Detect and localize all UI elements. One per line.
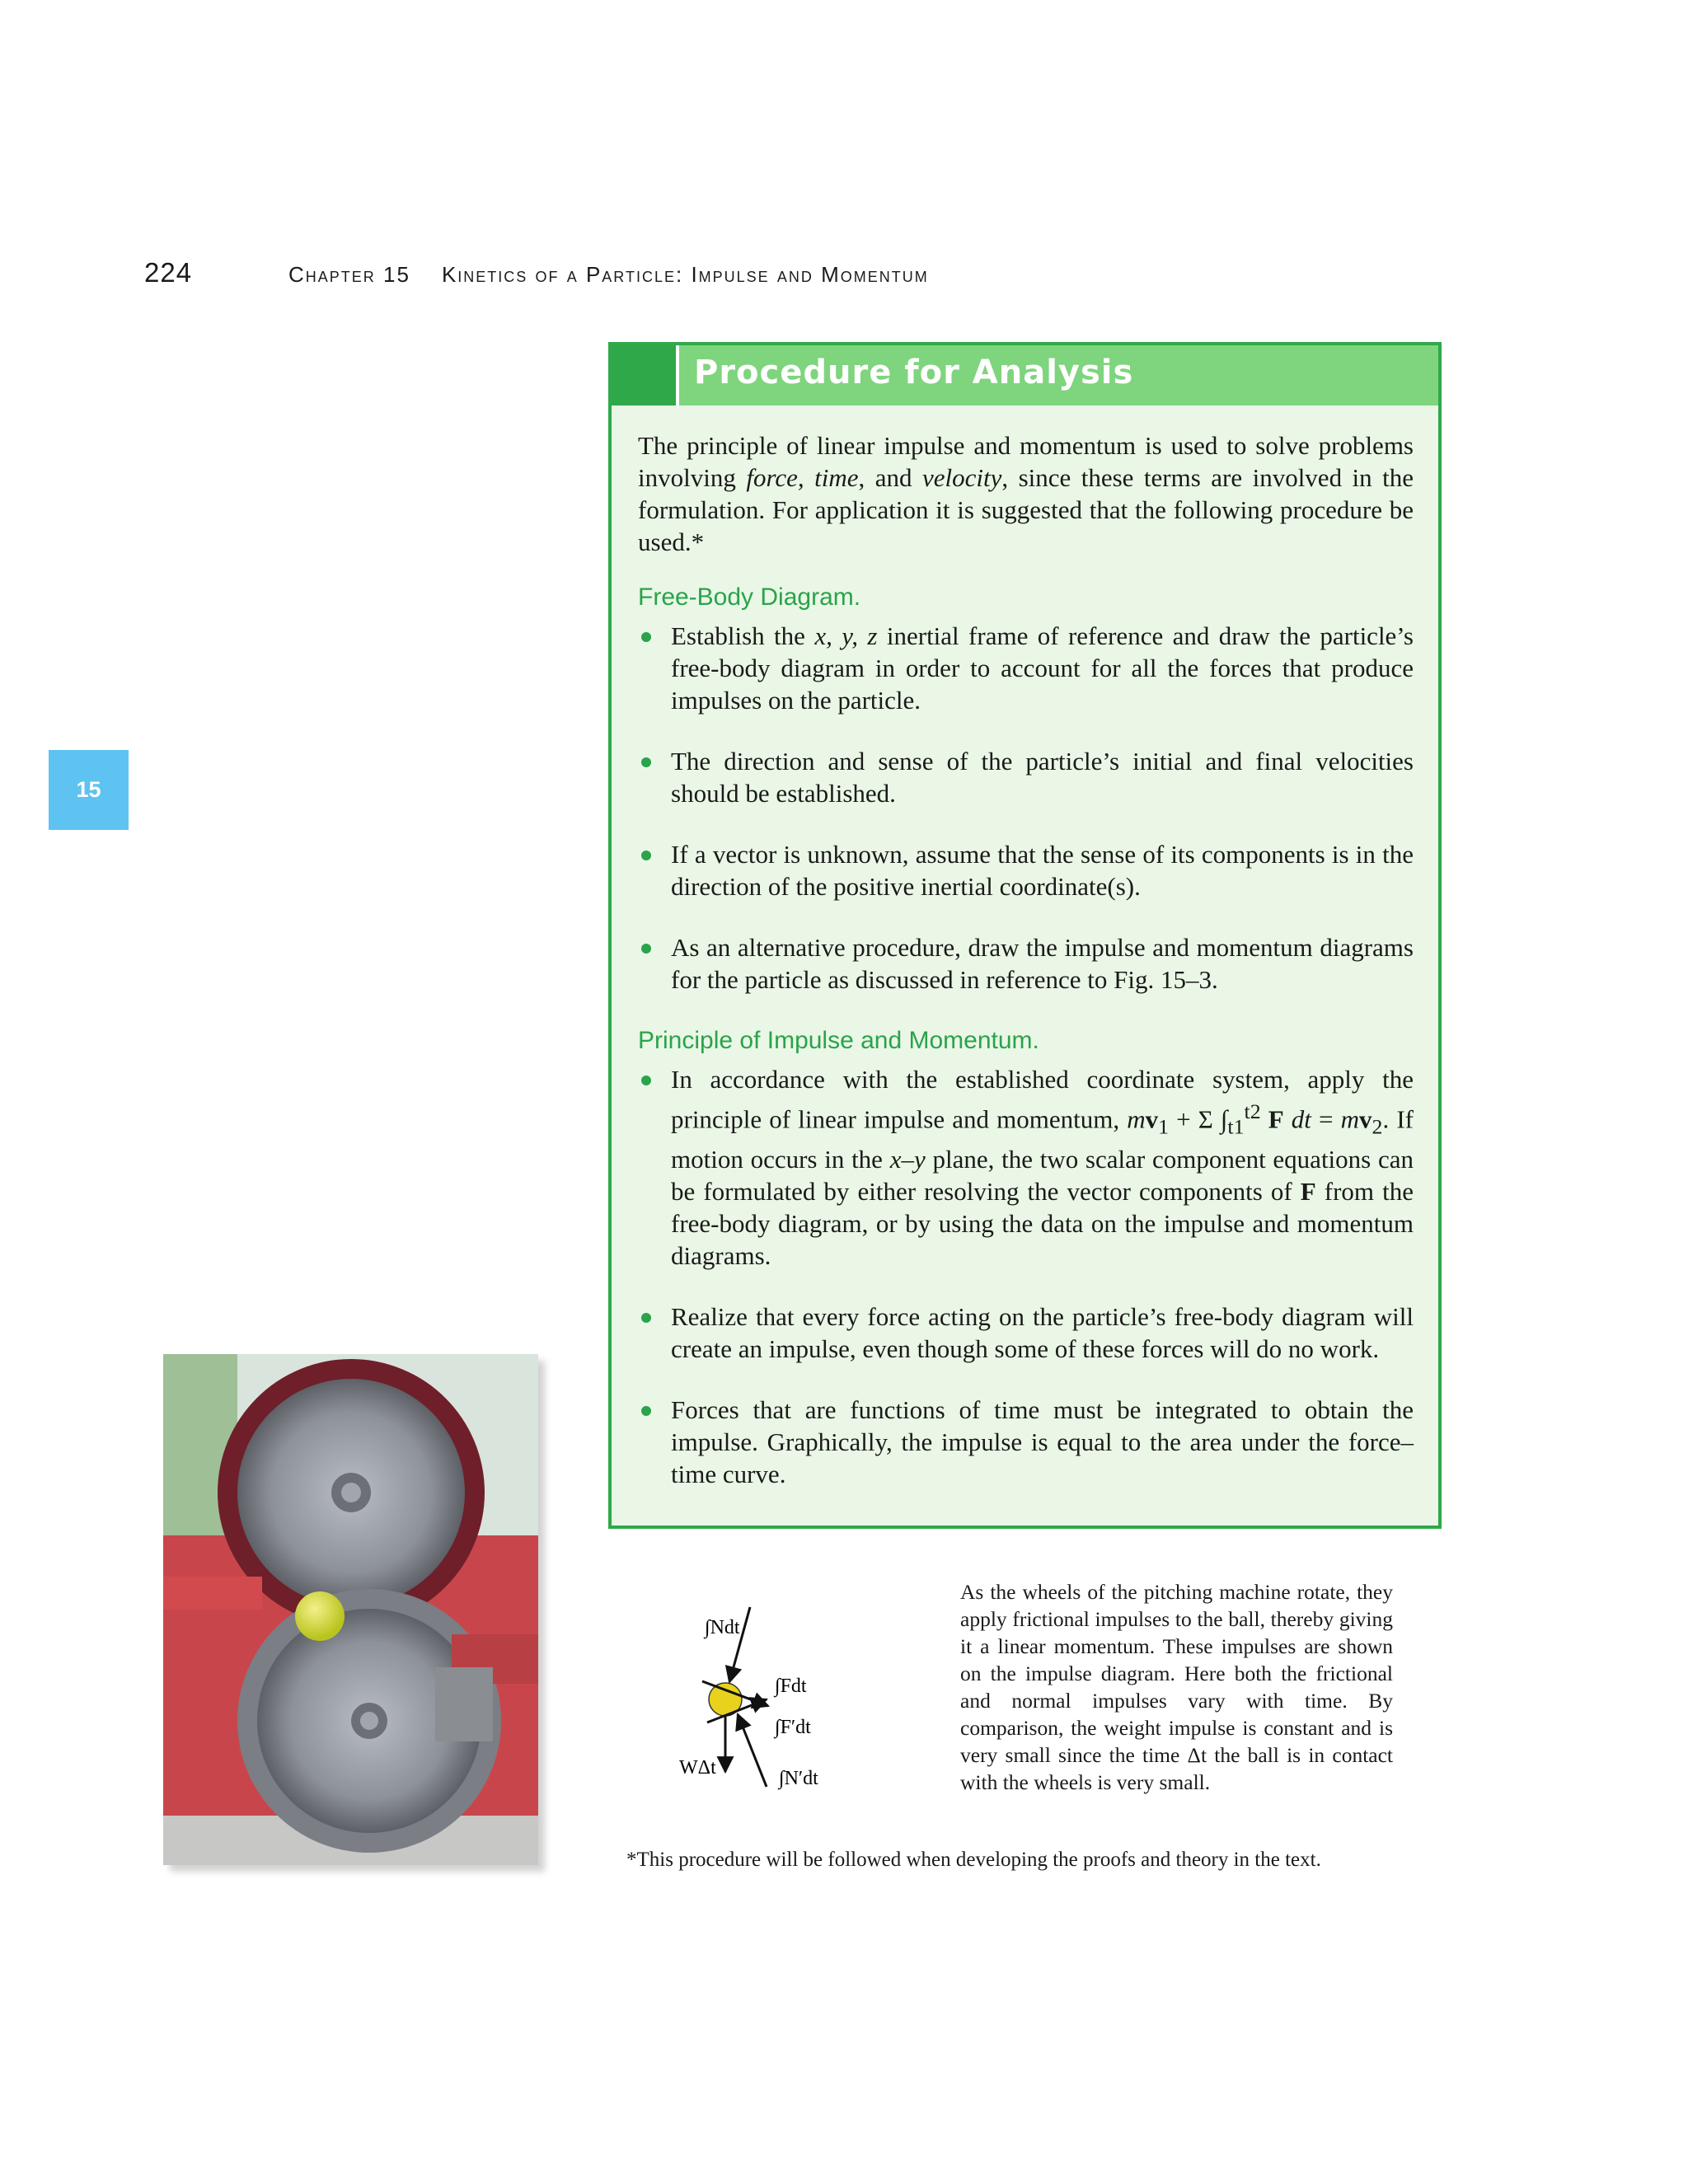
text-run: x, y, z [814,621,878,650]
text-run: inertial frame of reference and draw the particle’s free-body diagram in order to account for all the forces that produce impulses on the particle. [671,621,1414,715]
text-run: plane, the two scalar component equations can be formulated by either resolving the vector components of [671,1144,1414,1206]
label-f-impulse: ∫Fdt [775,1675,807,1697]
label-weight-impulse: WΔt [679,1757,716,1779]
section-heading: Principle of Impulse and Momentum. [638,1027,1039,1054]
text-run: x–y [889,1144,926,1174]
text-run: Establish the [671,621,815,650]
figure-caption: As the wheels of the pitching machine rotate, they apply frictional impulses to the ball, thereby giving it a linear momentum. These impulses are shown on the impulse diagram. Here both the frictional and normal impulses vary with time. By comparison, the weight impulse is constant and is very small since the time Δt the ball is in contact with the wheels is very small. [960,1580,1393,1794]
bullet-item [638,931,1414,996]
bullet-item [638,838,1414,902]
chapter-label: Chapter 15 [288,262,410,287]
bullet-list [638,620,1414,996]
text-run: As an alternative procedure, draw the impulse and momentum diagrams for the particle as discussed in reference to Fig. 15–3. [671,933,1414,994]
procedure-title: Procedure for Analysis [694,354,1134,391]
chapter-tab: 15 [49,750,129,830]
procedure-sections [638,581,1414,1490]
procedure-box [608,342,1442,1529]
text-run: In accordance with the established coordinate system, apply the principle of linear impulse and momentum, [671,1065,1414,1134]
text-run: velocity [921,463,1002,492]
header-divider [676,345,679,405]
impulse-diagram [668,1599,857,1797]
text-run: force, time [746,463,859,492]
bullet-dot-icon [641,757,651,767]
text-run: . If motion occurs in the [671,1104,1414,1174]
text-run: = [1311,1104,1341,1134]
text-run: t1 [1227,1114,1245,1139]
normal-prime-impulse-arrow [738,1714,767,1787]
text-run: Forces that are functions of time must be integrated to obtain the impulse. Graphically, the impulse is equal to the area under the force–time curve. [671,1394,1414,1488]
header-accent-block [612,345,676,405]
procedure-header [612,345,1438,405]
bullet-item [638,1063,1414,1272]
bullet-item [638,1394,1414,1490]
text-run: dt [1283,1104,1311,1134]
procedure-body [638,429,1414,1519]
text-run: t2 [1244,1099,1261,1123]
text-run: m [1340,1104,1360,1134]
page-number: 224 [144,257,193,288]
text-run: , since these terms are involved in the formulation. For application it is suggested that the following procedure be used.* [638,463,1414,556]
chapter-title: Kinetics of a Particle: Impulse and Momentum [441,262,929,287]
text-run: 1 [1158,1114,1170,1139]
text-run: from the free-body diagram, or by using the data on the impulse and momentum diagrams. [671,1176,1414,1270]
bullet-item [638,745,1414,809]
bullet-dot-icon [641,632,651,642]
label-f-prime-impulse: ∫F′dt [775,1717,811,1738]
label-n-impulse: ∫Ndt [705,1617,740,1638]
footnote: *This procedure will be followed when developing the proofs and theory in the text. [626,1849,1321,1871]
section-heading: Free-Body Diagram. [638,583,861,611]
text-run: 2 [1372,1114,1383,1139]
bullet-dot-icon [641,1313,651,1323]
text-run: The principle of linear impulse and momentum is used to solve problems involving [638,431,1414,492]
bullet-dot-icon [641,1076,651,1085]
label-n-prime-impulse: ∫N′dt [779,1768,818,1789]
pitching-machine-illustration [163,1354,538,1865]
bullet-item [638,1301,1414,1365]
bullet-list [638,1063,1414,1490]
pitching-machine-photo [163,1354,538,1865]
text-run: F [1260,1104,1284,1134]
bullet-item [638,620,1414,716]
text-run: m [1127,1104,1146,1134]
bullet-dot-icon [641,1406,651,1416]
text-run: Realize that every force acting on the particle’s free-body diagram will create an impulse, even though some of these forces will do no work. [671,1301,1414,1363]
text-run: v [1359,1104,1372,1134]
intro-paragraph [638,429,1414,558]
text-run: , and [858,463,922,492]
text-run: v [1145,1104,1159,1134]
text-run: F [1300,1176,1316,1206]
text-run: The direction and sense of the particle’s initial and final velocities should be established. [671,747,1414,808]
bullet-dot-icon [641,851,651,860]
running-header [288,262,929,288]
bullet-dot-icon [641,944,651,954]
text-run: + Σ ∫ [1169,1104,1228,1134]
text-run: If a vector is unknown, assume that the sense of its components is in the direction of the positive inertial coordinate(s). [671,840,1414,901]
